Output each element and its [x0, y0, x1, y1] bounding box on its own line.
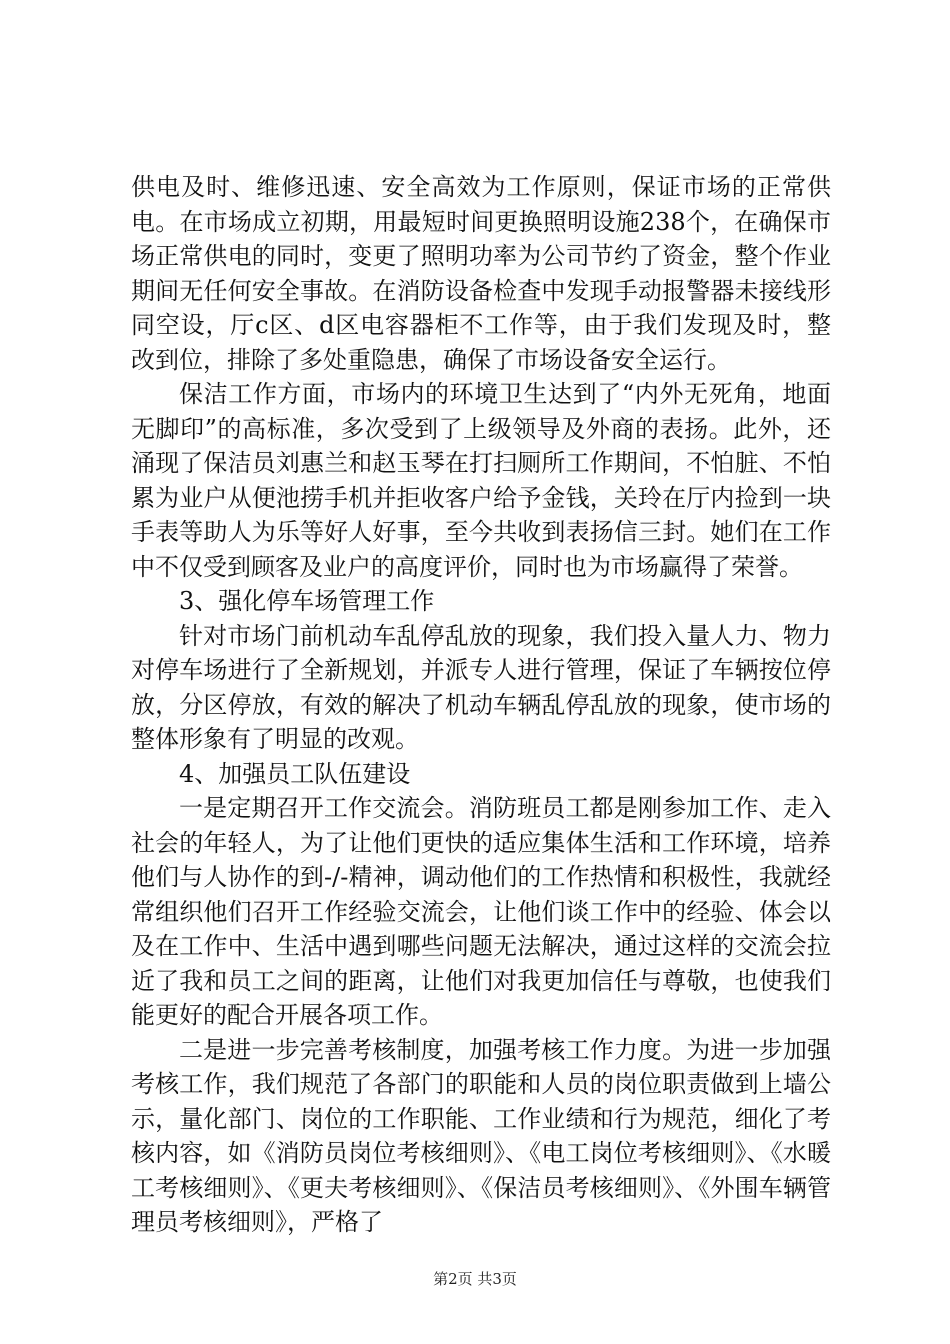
paragraph-power-supply: 供电及时、维修迅速、安全高效为工作原则，保证市场的正常供电。在市场成立初期，用最短时间更换照明设施238个，在确保市场正常供电的同时，变更了照明功率为公司节约了资金，整个作业期间无任何安全事故。在消防设备检查中发现手动报警器未接线形同空设，厅c区、d区电容器柜不工作等，由于我们发现及时，整改到位，排除了多处重隐患，确保了市场设备安全运行。: [131, 173, 831, 374]
document-body: [131, 170, 831, 1240]
paragraph-assessment: 二是进一步完善考核制度，加强考核工作力度。为进一步加强考核工作，我们规范了各部门的职能和人员的岗位职责做到上墙公示，量化部门、岗位的工作职能、工作业绩和行为规范，细化了考核内容，如《消防员岗位考核细则》、《电工岗位考核细则》、《水暖工考核细则》、《更夫考核细则》、《保洁员考核细则》、《外围车辆管理员考核细则》，严格了: [131, 1035, 831, 1236]
page-footer: 第2页 共3页: [433, 1270, 517, 1288]
heading-parking: 3、强化停车场管理工作: [179, 587, 435, 615]
paragraph-cleaning: 保洁工作方面，市场内的环境卫生达到了“内外无死角，地面无脚印”的高标准，多次受到了上级领导及外商的表扬。此外，还涌现了保洁员刘惠兰和赵玉琴在打扫厕所工作期间，不怕脏、不怕累为业户从便池捞手机并拒收客户给予金钱，关玲在厅内捡到一块手表等助人为乐等好人好事，至今共收到表扬信三封。她们在工作中不仅受到顾客及业户的高度评价，同时也为市场赢得了荣誉。: [131, 380, 831, 581]
paragraph-staff-meetings: 一是定期召开工作交流会。消防班员工都是刚参加工作、走入社会的年轻人，为了让他们更快的适应集体生活和工作环境，培养他们与人协作的到-/-精神，调动他们的工作热情和积极性，我就经常组织他们召开工作经验交流会，让他们谈工作中的经验、体会以及在工作中、生活中遇到哪些问题无法解决，通过这样的交流会拉近了我和员工之间的距离，让他们对我更加信任与尊敬，也使我们能更好的配合开展各项工作。: [131, 794, 831, 1029]
paragraph-parking: 针对市场门前机动车乱停乱放的现象，我们投入量人力、物力对停车场进行了全新规划，并派专人进行管理，保证了车辆按位停放，分区停放，有效的解决了机动车辆乱停乱放的现象，使市场的整体形象有了明显的改观。: [131, 621, 831, 753]
heading-staff: 4、加强员工队伍建设: [179, 759, 411, 788]
